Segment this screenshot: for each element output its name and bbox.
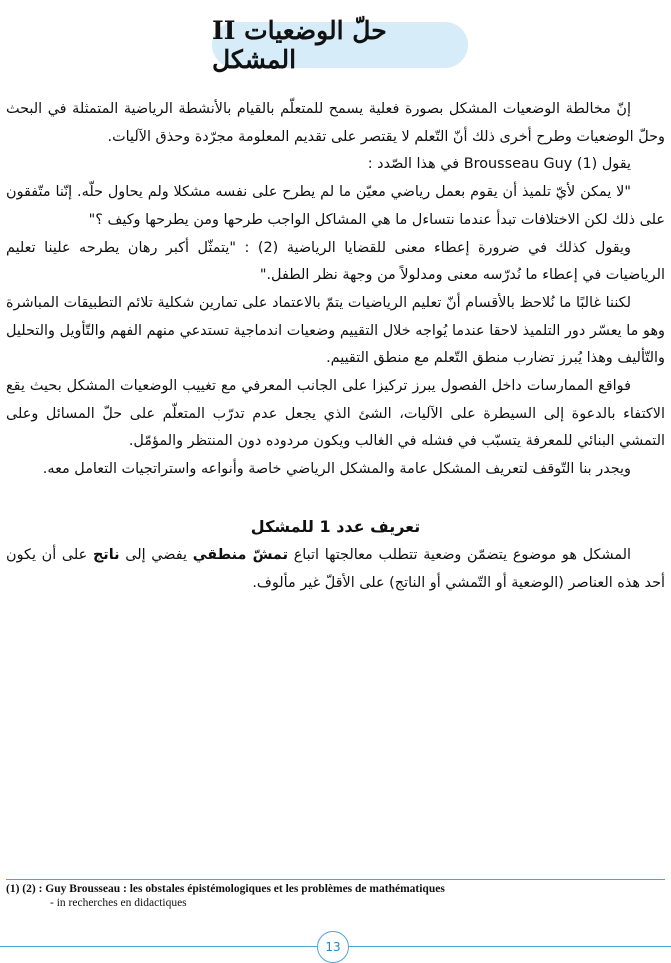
paragraph: فواقع الممارسات داخل الفصول يبرز تركيزا على الجانب المعرفي مع تغييب الوضعيات المشكل بحيث يقع الاكتفاء بالدعوة إلى السيطرة على الآليات، الشئ الذي يجعل عدم تدرّب المتعلّم على حلّ المسائل وعلى التمشي البنائي للمعرفة يتسبّب في فشله في الغالب ويكون مردوده دون المنتظر والمؤمّل.	[6, 378, 665, 450]
definition-term: تمشّ منطقي	[192, 546, 288, 563]
quote-paragraph: "لا يمكن لأيّ تلميذ أن يقوم بعمل رياضي معيّن ما لم يطرح على نفسه مشكلا ولم يحاول حلّه. إنّنا متّفقون على ذلك لكن الاختلافات تبدأ عندما نتساءل ما هي المشاكل الواجب طرحها ومن يطرحها وكيف ؟"	[6, 184, 665, 228]
footnote	[6, 882, 665, 910]
footnote-reference: (1) (2) : Guy Brousseau : les obstales épistémologiques et les problèmes de mathématiques	[6, 883, 445, 895]
footnote-subline: - in recherches en didactiques	[50, 897, 187, 909]
section-title: II حلّ الوضعيات المشكل	[212, 16, 387, 74]
page-number: 13	[317, 931, 349, 963]
definition-text-part: المشكل هو موضوع يتضمّن وضعية تتطلب معالجتها اتباع	[288, 546, 632, 563]
definition-text	[6, 542, 665, 597]
definition-term: ناتج	[92, 546, 120, 563]
section-title-banner	[212, 16, 468, 74]
paragraph: يقول Brousseau Guy (1) في هذا الصّدد :	[367, 156, 631, 173]
definition-text-part: على أن يكون أحد هذه العناصر (الوضعية أو التّمشي أو الناتج) على الأقلّ غير مألوف.	[6, 546, 665, 591]
main-body	[6, 96, 665, 597]
spacer	[6, 484, 665, 512]
paragraph: لكننا غالبًا ما نُلاحظ بالأقسام أنّ تعليم الرياضيات يتمّ بالاعتماد على تمارين شكلية تلائم التطبيقات المباشرة وهو ما يعسّر دور التلميذ لاحقا عندما يُواجه خلال التقييم وضعيات اندماجية تستدعي منهم الفهم والتّأويل والتحليل والتّأليف وهذا يُبرز تضارب منطق التّعلم مع منطق التقييم.	[6, 294, 665, 367]
definition-text-part: يفضي إلى	[119, 546, 193, 563]
definition-heading: تعريف عدد 1 للمشكل	[250, 516, 421, 536]
paragraph: ويجدر بنا التّوقف لتعريف المشكل عامة والمشكل الرياضي خاصة وأنواعه واستراتجيات التعامل معه.	[42, 461, 631, 478]
paragraph: ويقول كذلك في ضرورة إعطاء معنى للقضايا الرياضية (2) : "يتمثّل أكبر رهان يطرحه علينا تعليم الرياضيات في إعطاء ما نُدرّسه معنى ومدلولاً من وجهة نظر الطفل."	[6, 239, 665, 284]
paragraph: إنّ مخالطة الوضعيات المشكل بصورة فعلية يسمح للمتعلّم بالقيام بالأنشطة الرياضية المتمثلة في البحث وحلّ الوضعيات وطرح أخرى ذلك أنّ التّعلم لا يقتصر على تقديم المعلومة مجرّدة وحذق الآليات.	[6, 101, 665, 145]
footnote-divider	[6, 879, 665, 880]
